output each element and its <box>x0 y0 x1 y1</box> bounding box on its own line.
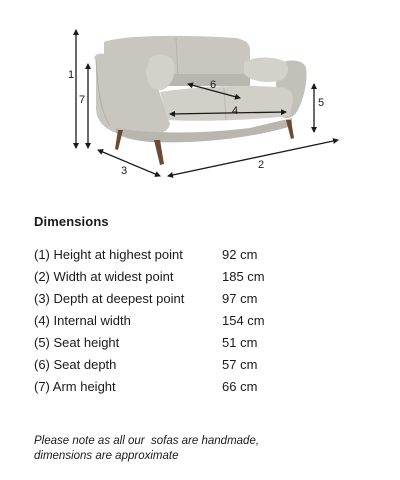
arrow-depth-deepest <box>98 150 160 176</box>
sofa-leg-back-left <box>115 130 123 150</box>
dimension-label: (3) Depth at deepest point <box>34 290 185 306</box>
dimension-row <box>34 287 374 309</box>
dimension-row <box>34 375 374 397</box>
dimension-value: 97 cm <box>222 290 258 306</box>
right-scatter-cushion <box>244 58 288 83</box>
arrow-width-widest <box>168 140 338 176</box>
handmade-note <box>34 434 374 464</box>
sofa-seat <box>160 86 293 121</box>
sofa-leg-front-left <box>154 140 164 165</box>
dimension-label: (4) Internal width <box>34 312 131 328</box>
note-line-2: dimensions are approximate <box>34 450 179 462</box>
sofa-leg-right <box>286 120 294 139</box>
dimension-value: 57 cm <box>222 356 258 372</box>
note-line-1: Please note as all our sofas are handmade, <box>34 435 260 447</box>
dimension-row <box>34 243 374 265</box>
sofa-dimension-diagram <box>0 0 400 200</box>
dimensions-heading: Dimensions <box>34 214 109 229</box>
dimensions-list <box>34 243 374 397</box>
dimension-label: (7) Arm height <box>34 378 116 394</box>
label-3: 3 <box>121 165 128 177</box>
sofa-diagram-svg <box>0 0 400 200</box>
dimension-label: (2) Width at widest point <box>34 268 174 284</box>
label-5: 5 <box>318 97 325 109</box>
dimension-label: (1) Height at highest point <box>34 246 183 262</box>
dimension-label: (6) Seat depth <box>34 356 117 372</box>
dimension-value: 66 cm <box>222 378 258 394</box>
dimension-value: 92 cm <box>222 246 258 262</box>
dimension-row <box>34 353 374 375</box>
dimension-row <box>34 331 374 353</box>
label-7: 7 <box>79 94 86 106</box>
dimension-value: 185 cm <box>222 268 265 284</box>
label-2: 2 <box>258 159 265 171</box>
dimension-row <box>34 309 374 331</box>
dimension-row <box>34 265 374 287</box>
label-4: 4 <box>232 105 239 117</box>
label-6: 6 <box>210 79 217 91</box>
label-1: 1 <box>68 69 75 81</box>
dimension-value: 51 cm <box>222 334 258 350</box>
dimension-value: 154 cm <box>222 312 265 328</box>
dimension-label: (5) Seat height <box>34 334 120 350</box>
sofa-illustration <box>94 36 306 165</box>
